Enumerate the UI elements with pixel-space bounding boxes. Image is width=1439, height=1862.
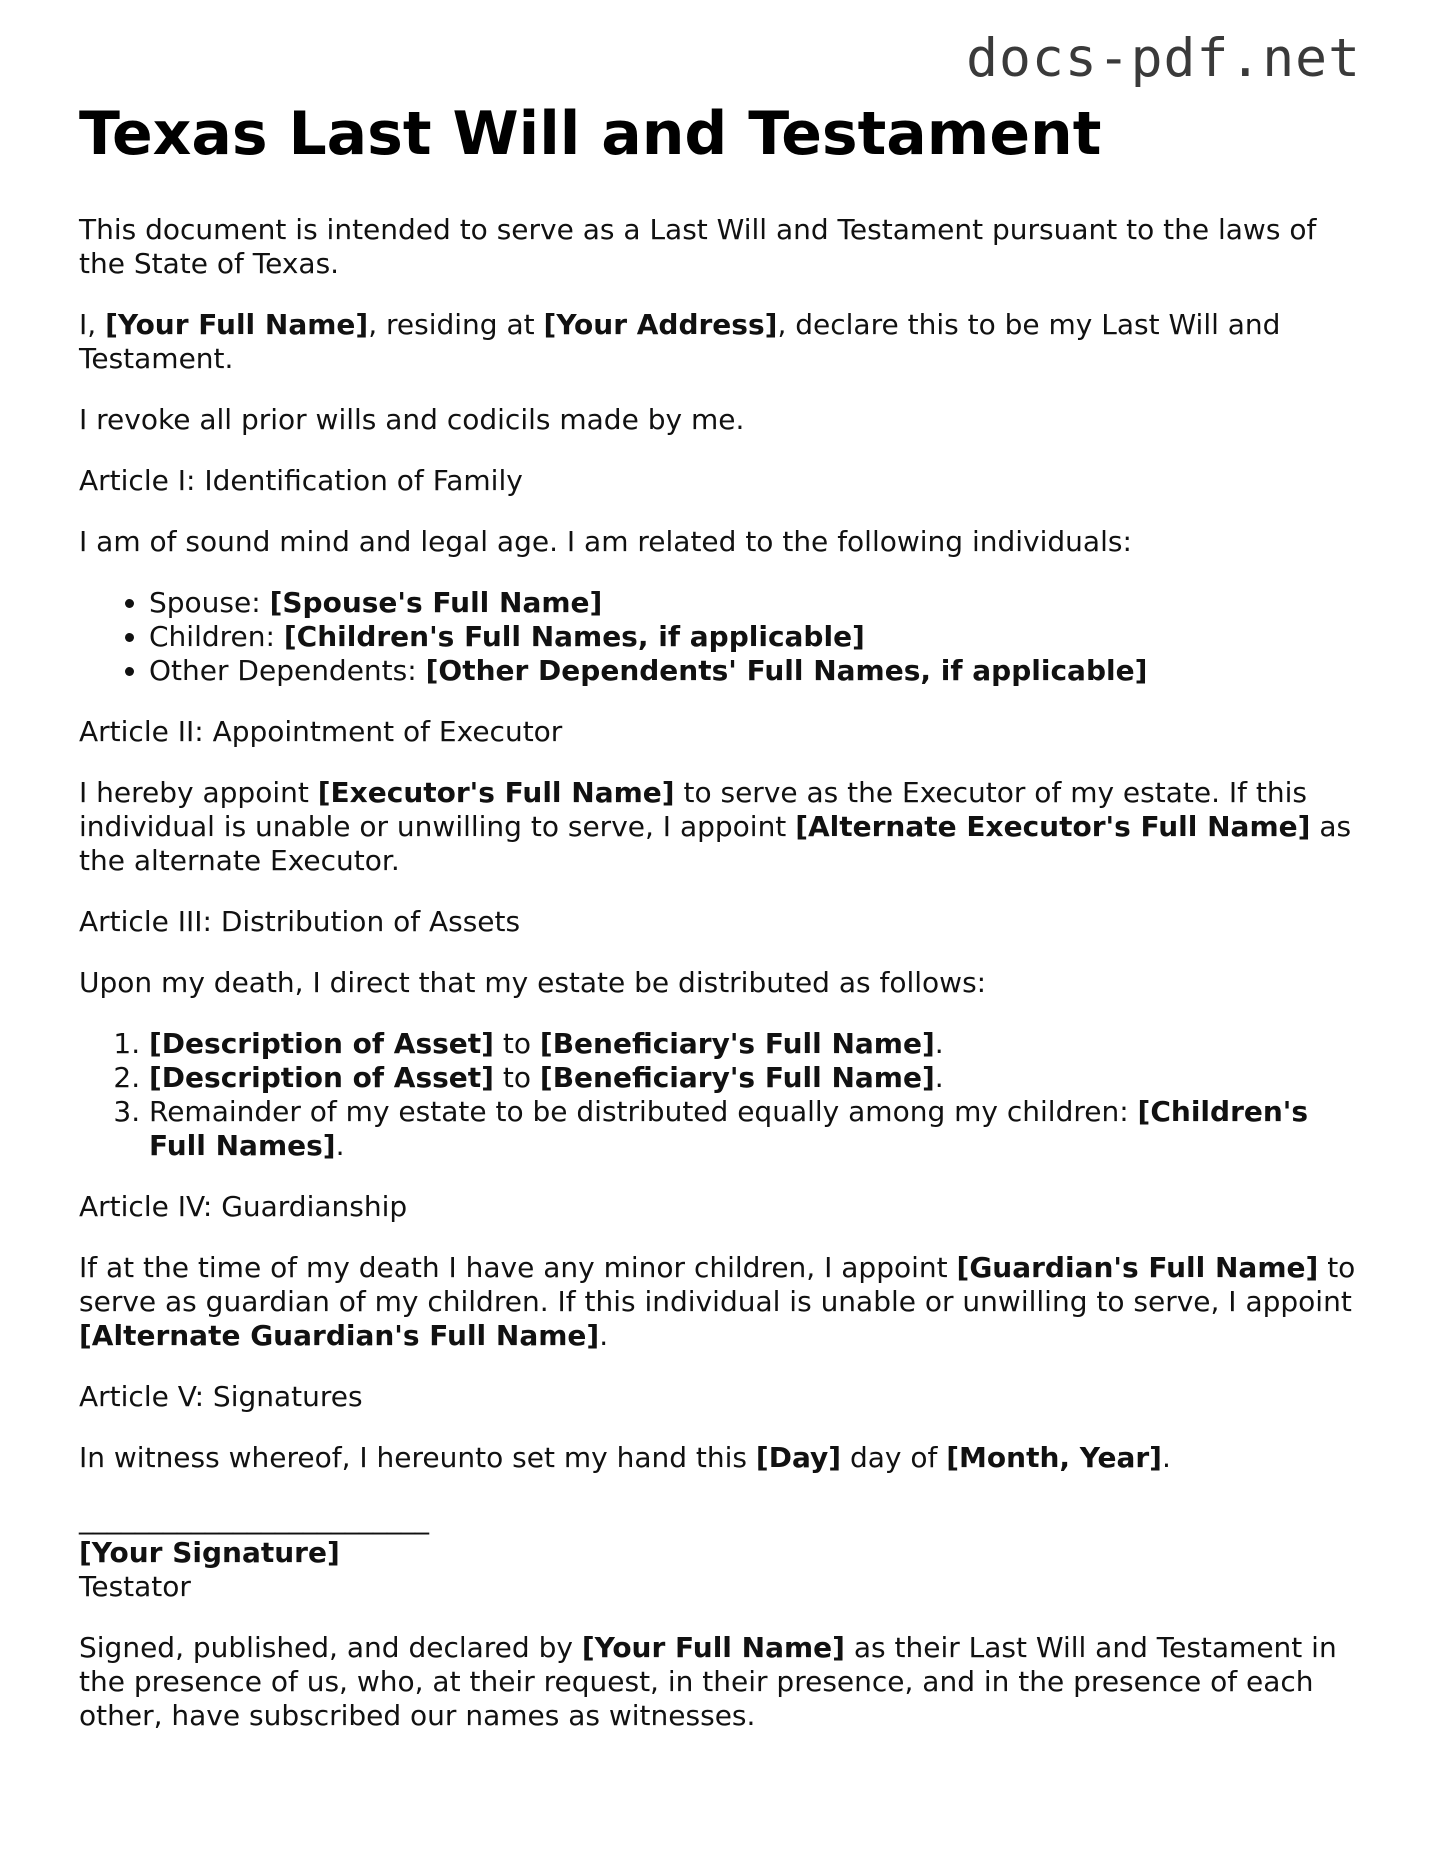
- signature-role: Testator: [79, 1570, 191, 1603]
- list-item: • Spouse: [Spouse's Full Name]: [149, 586, 1369, 620]
- placeholder-full-name: [Your Full Name]: [581, 1631, 845, 1664]
- article-5-text: In witness whereof, I hereunto set my hand this [Day] day of [Month, Year].: [79, 1441, 1171, 1474]
- placeholder-day: [Day]: [755, 1441, 842, 1474]
- distribution-list: [79, 1027, 1369, 1163]
- placeholder-month-year: [Month, Year]: [946, 1441, 1162, 1474]
- placeholder-full-name: [Your Full Name]: [105, 308, 369, 341]
- article-2-heading: Article II: Appointment of Executor: [79, 715, 563, 748]
- article-1-text: I am of sound mind and legal age. I am related to the following individuals:: [79, 525, 1132, 558]
- document-body: [79, 98, 1369, 1760]
- list-item: • Children: [Children's Full Names, if applicable]: [149, 620, 1369, 654]
- article-3-text: Upon my death, I direct that my estate be distributed as follows:: [79, 966, 987, 999]
- signature-block: [79, 1502, 1369, 1604]
- placeholder-alternate-guardian: [Alternate Guardian's Full Name]: [79, 1319, 600, 1352]
- article-4-heading: Article IV: Guardianship: [79, 1190, 408, 1223]
- signature-name: [Your Signature]: [79, 1536, 340, 1569]
- signature-line: _________________________: [79, 1502, 429, 1535]
- article-2-text: I hereby appoint [Executor's Full Name] to serve as the Executor of my estate. If this individual is unable or unwilling to serve, I appoint [Alternate Executor's Full Name] as the alternate Executor.: [79, 776, 1352, 877]
- list-item: 2. [Description of Asset] to [Beneficiary's Full Name].: [149, 1061, 1369, 1095]
- revoke-paragraph: I revoke all prior wills and codicils made by me.: [79, 403, 745, 436]
- attestation-paragraph: Signed, published, and declared by [Your Full Name] as their Last Will and Testament in the presence of us, who, at their request, in their presence, and in the presence of each other, have subscribed our names as witnesses.: [79, 1631, 1337, 1732]
- page-title: Texas Last Will and Testament: [79, 99, 1102, 169]
- list-item: 3. Remainder of my estate to be distributed equally among my children: [Children's Full Names].: [149, 1095, 1369, 1163]
- list-item: 1. [Description of Asset] to [Beneficiary's Full Name].: [149, 1027, 1369, 1061]
- placeholder-address: [Your Address]: [543, 308, 778, 341]
- placeholder-guardian: [Guardian's Full Name]: [956, 1251, 1319, 1284]
- list-item: • Other Dependents: [Other Dependents' Full Names, if applicable]: [149, 654, 1369, 688]
- article-5-heading: Article V: Signatures: [79, 1380, 363, 1413]
- intro-paragraph: This document is intended to serve as a Last Will and Testament pursuant to the laws of the State of Texas.: [79, 213, 1317, 280]
- declaration-paragraph: I, [Your Full Name], residing at [Your Address], declare this to be my Last Will and Testament.: [79, 308, 1281, 375]
- placeholder-executor: [Executor's Full Name]: [317, 776, 675, 809]
- placeholder-alternate-executor: [Alternate Executor's Full Name]: [795, 810, 1311, 843]
- family-list: [79, 586, 1369, 688]
- article-4-text: If at the time of my death I have any minor children, I appoint [Guardian's Full Name] to serve as guardian of my children. If this individual is unable or unwilling to serve, I appoint [Alternate Guardian's Full Name].: [79, 1251, 1356, 1352]
- article-1-heading: Article I: Identification of Family: [79, 464, 523, 497]
- article-3-heading: Article III: Distribution of Assets: [79, 905, 521, 938]
- watermark: docs-pdf.net: [966, 28, 1361, 89]
